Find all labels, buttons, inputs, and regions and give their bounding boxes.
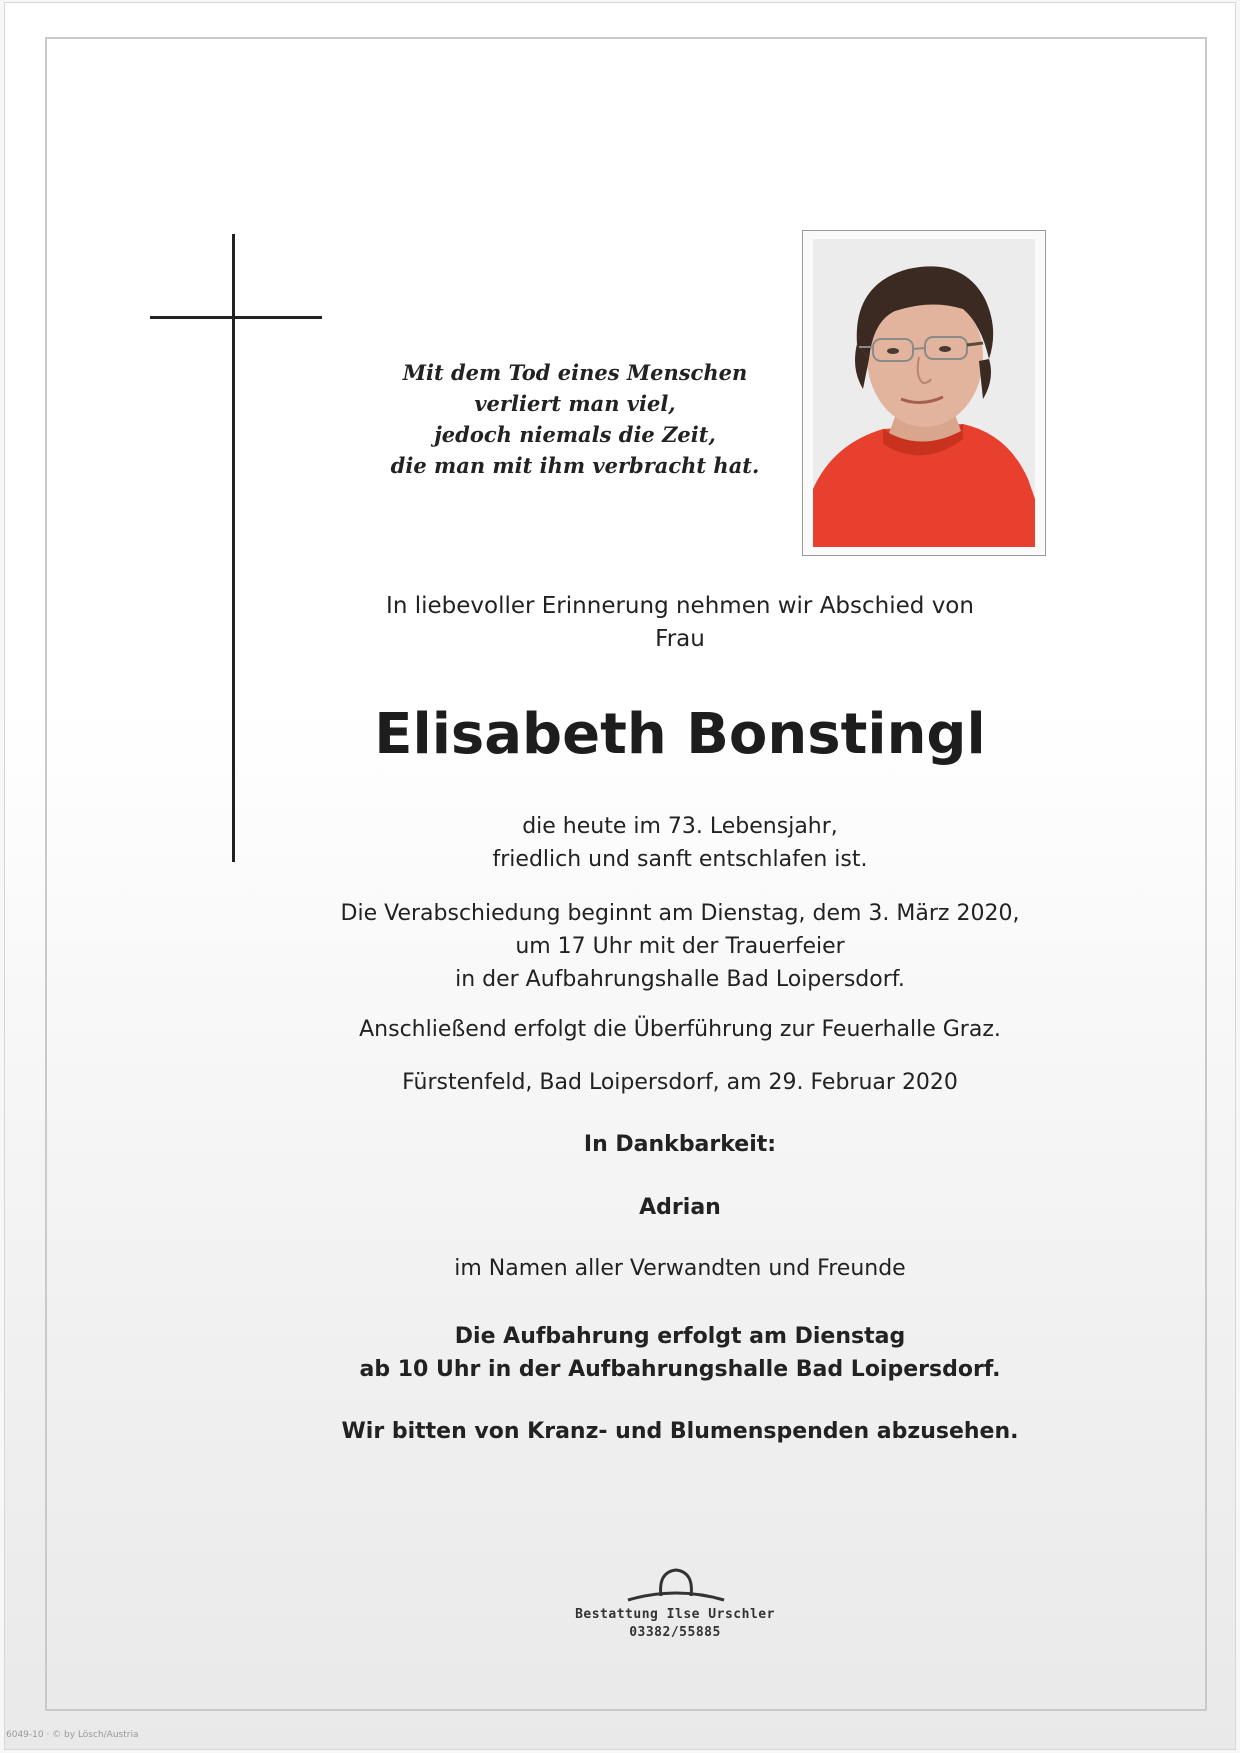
memorial-quote (370, 357, 780, 481)
transfer-note: Anschließend erfolgt die Überführung zur Feuerhalle Graz. (359, 1017, 1001, 1042)
quote-line: Mit dem Tod eines Menschen (402, 360, 748, 385)
quote-line: verliert man viel, (474, 391, 676, 416)
cross-icon-vertical-bar (232, 234, 235, 862)
place-date: Fürstenfeld, Bad Loipersdorf, am 29. Februar 2020 (402, 1070, 958, 1095)
footer-code: 6049-10 · © by Lösch/Austria (6, 1730, 139, 1740)
age-line: die heute im 73. Lebensjahr, (522, 814, 838, 839)
undertaker-phone: 03382/55885 (629, 1625, 721, 1640)
ceremony-line: um 17 Uhr mit der Trauerfeier (515, 934, 845, 959)
viewing-line: ab 10 Uhr in der Aufbahrungshalle Bad Loipersdorf. (359, 1357, 1001, 1382)
age-text (290, 810, 1070, 876)
undertaker-name: Bestattung Ilse Urschler (575, 1607, 775, 1622)
viewing-line: Die Aufbahrung erfolgt am Dienstag (454, 1324, 906, 1349)
intro-line: In liebevoller Erinnerung nehmen wir Abschied von (386, 593, 974, 619)
ceremony-details (290, 897, 1070, 996)
signer-name: Adrian (639, 1195, 721, 1220)
portrait-frame (802, 230, 1046, 556)
relatives-note: im Namen aller Verwandten und Freunde (454, 1256, 906, 1281)
undertaker-info (520, 1606, 830, 1642)
ceremony-line: in der Aufbahrungshalle Bad Loipersdorf. (455, 967, 905, 992)
portrait-photo (813, 239, 1035, 547)
quote-line: die man mit ihm verbracht hat. (390, 453, 760, 478)
flowers-note: Wir bitten von Kranz- und Blumenspenden abzusehen. (341, 1419, 1019, 1444)
intro-text (290, 590, 1070, 656)
viewing-details (290, 1320, 1070, 1386)
cross-icon-horizontal-bar (150, 316, 322, 319)
portrait-illustration (813, 239, 1035, 547)
undertaker-logo-icon (626, 1560, 726, 1604)
ceremony-line: Die Verabschiedung beginnt am Dienstag, dem 3. März 2020, (340, 901, 1020, 926)
quote-line: jedoch niemals die Zeit, (434, 422, 716, 447)
age-line: friedlich und sanft entschlafen ist. (492, 847, 868, 872)
paper-sheet (4, 2, 1236, 1750)
intro-line: Frau (655, 626, 705, 652)
thanks-heading: In Dankbarkeit: (583, 1132, 777, 1157)
deceased-name: Elisabeth Bonstingl (374, 702, 986, 767)
